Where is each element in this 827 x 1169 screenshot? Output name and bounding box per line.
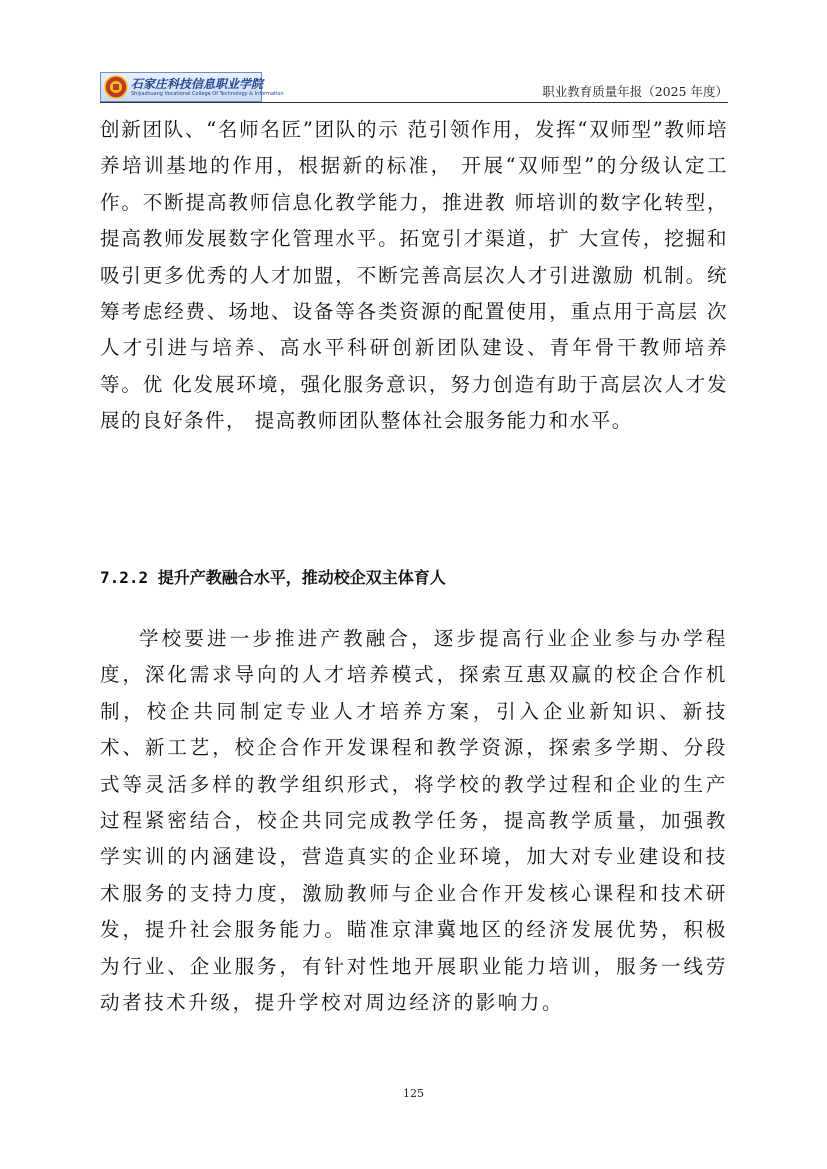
header-divider <box>100 102 728 103</box>
logo-college-english-name: Shijiazhuang Vocational College Of Technology & Information <box>131 91 284 97</box>
page-number: 125 <box>403 1087 424 1100</box>
logo-college-name: 石家庄科技信息职业学院 <box>131 77 264 91</box>
page-header <box>100 68 728 104</box>
college-logo <box>100 72 284 102</box>
paragraph-industry-education: 学校要进一步推进产教融合，逐步提高行业企业参与办学程度，深化需求导向的人才培养模式，探索互惠双赢的校企合作机制，校企共同制定专业人才培养方案，引入企业新知识、新技术、新工艺，校企合作开发课程和教学资源，探索多学期、分段式等灵活多样的教学组织形式，将学校的教学过程和企业的生产过程紧密结合，校企共同完成教学任务，提高教学质量，加强教学实训的内涵建设，营造真实的企业环境，加大对专业建设和技术服务的支持力度，激励教师与企业合作开发核心课程和技术研发，提升社会服务能力。瞄准京津冀地区的经济发展优势，积极为行业、企业服务，有针对性地开展职业能力培训，服务一线劳动者技术升级，提升学校对周边经济的影响力。 <box>100 627 728 1015</box>
body-text-bottom <box>100 621 728 1021</box>
body-text-top <box>100 112 728 440</box>
report-title: 职业教育质量年报（2025 年度） <box>542 84 728 99</box>
section-heading: 7.2.2 提升产教融合水平，推动校企双主体育人 <box>100 568 446 587</box>
paragraph-teacher-team: 创新团队、“名师名匠”团队的示 范引领作用，发挥“双师型”教师培养培训基地的作用，根据新的标准， 开展“双师型”的分级认定工作。不断提高教师信息化教学能力，推进教 师培训的数字化转型，提高教师发展数字化管理水平。拓宽引才渠道，扩 大宣传，挖掘和吸引更多优秀的人才加盟，不断完善高层次人才引进激励 机制。统筹考虑经费、场地、设备等各类资源的配置使用，重点用于高层 次人才引进与培养、高水平科研创新团队建设、青年骨干教师培养等。优 化发展环境，强化服务意识，努力创造有助于高层次人才发展的良好条件， 提高教师团队整体社会服务能力和水平。 <box>100 118 728 433</box>
college-emblem-icon <box>104 75 128 99</box>
